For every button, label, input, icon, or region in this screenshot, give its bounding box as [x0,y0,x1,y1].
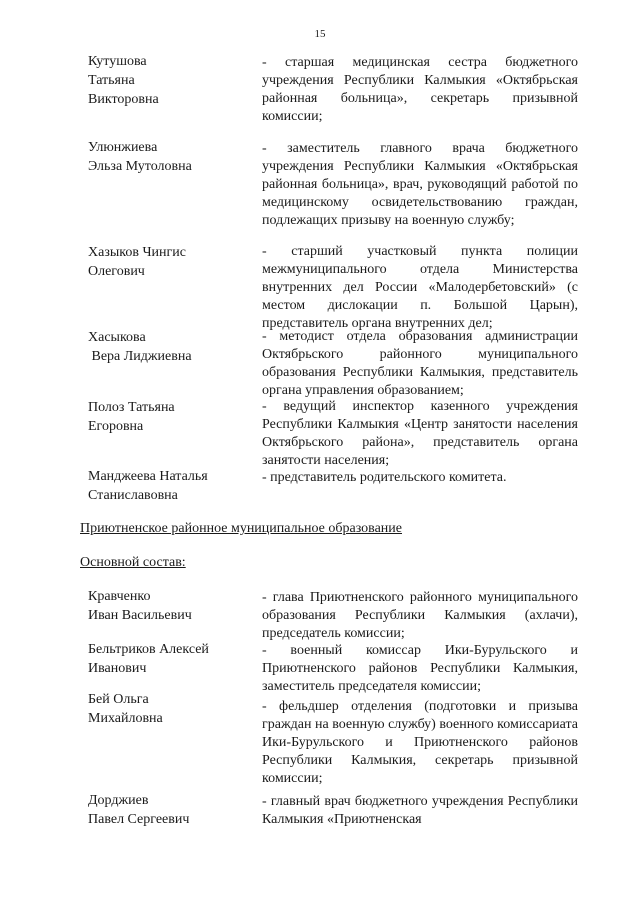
member-role: - ведущий инспектор казенного учреждения Республики Калмыкия «Центр занятости населения Октябрьского района», представитель органа занятости населения; [262,399,578,468]
member-name-line: Улюнжиева [88,140,158,155]
member-name-line: Михайловна [88,711,163,726]
member-name [88,467,258,505]
member-name-line: Дорджиев [88,793,149,808]
member-role: - старший участковый пункта полиции межмуниципального отдела Министерства внутренних дел России «Малодербетовский» (с местом дислокации п. Большой Царын), представитель органа внутренних дел; [262,244,578,331]
member-name-line: Станиславовна [88,488,178,503]
member-name [88,243,258,281]
member-role: - заместитель главного врача бюджетного учреждения Республики Калмыкия «Октябрьская районная больница», врач, руководящий работой по медицинскому освидетельствованию граждан, подлежащих призыву на военную службу; [262,141,578,228]
member-role: - глава Приютненского районного муниципального образования Республики Калмыкия (ахлачи), председатель комиссии; [262,590,578,641]
member-name-line: Бей Ольга [88,692,149,707]
member-name [88,640,258,678]
member-name-line: Хазыков Чингис [88,245,186,260]
member-role: - методист отдела образования администрации Октябрьского районного муниципального образования Республики Калмыкия, представитель органа управления образованием; [262,329,578,398]
member-name-line: Хасыкова [88,330,146,345]
member-role: - военный комиссар Ики-Бурульского и Приютненского районов Республики Калмыкия, заместитель председателя комиссии; [262,643,578,694]
member-name-line: Татьяна [88,73,135,88]
member-name-line: Викторовна [88,92,159,107]
member-role: - представитель родительского комитета. [262,470,507,485]
member-name-line: Полоз Татьяна [88,400,175,415]
page-number: 15 [314,28,326,40]
member-name [88,398,258,436]
member-name [88,138,258,176]
member-name-line: Вера Лиджиевна [88,349,192,364]
member-name-line: Иван Васильевич [88,608,192,623]
member-name-line: Кутушова [88,54,147,69]
subsection-title: Основной состав: [80,555,186,570]
member-name [88,791,258,829]
member-role: - главный врач бюджетного учреждения Республики Калмыкия «Приютненская [262,794,578,827]
member-name-line: Манджеева Наталья [88,469,208,484]
member-name-line: Павел Сергеевич [88,812,190,827]
member-role: - старшая медицинская сестра бюджетного учреждения Республики Калмыкия «Октябрьская районная больница», секретарь призывной комиссии; [262,55,578,124]
member-name-line: Олегович [88,264,145,279]
member-name-line: Иванович [88,661,147,676]
member-name-line: Егоровна [88,419,144,434]
member-name [88,690,258,728]
member-name [88,328,258,366]
section-title: Приютненское районное муниципальное образование [80,521,402,536]
member-name-line: Бельтриков Алексей [88,642,209,657]
member-name [88,587,258,625]
member-name [88,52,258,109]
member-role: - фельдшер отделения (подготовки и призыва граждан на военную службу) военного комиссариата Ики-Бурульского и Приютненского районов Республики Калмыкия, секретарь призывной комиссии; [262,699,578,786]
member-name-line: Эльза Мутоловна [88,159,192,174]
member-name-line: Кравченко [88,589,151,604]
